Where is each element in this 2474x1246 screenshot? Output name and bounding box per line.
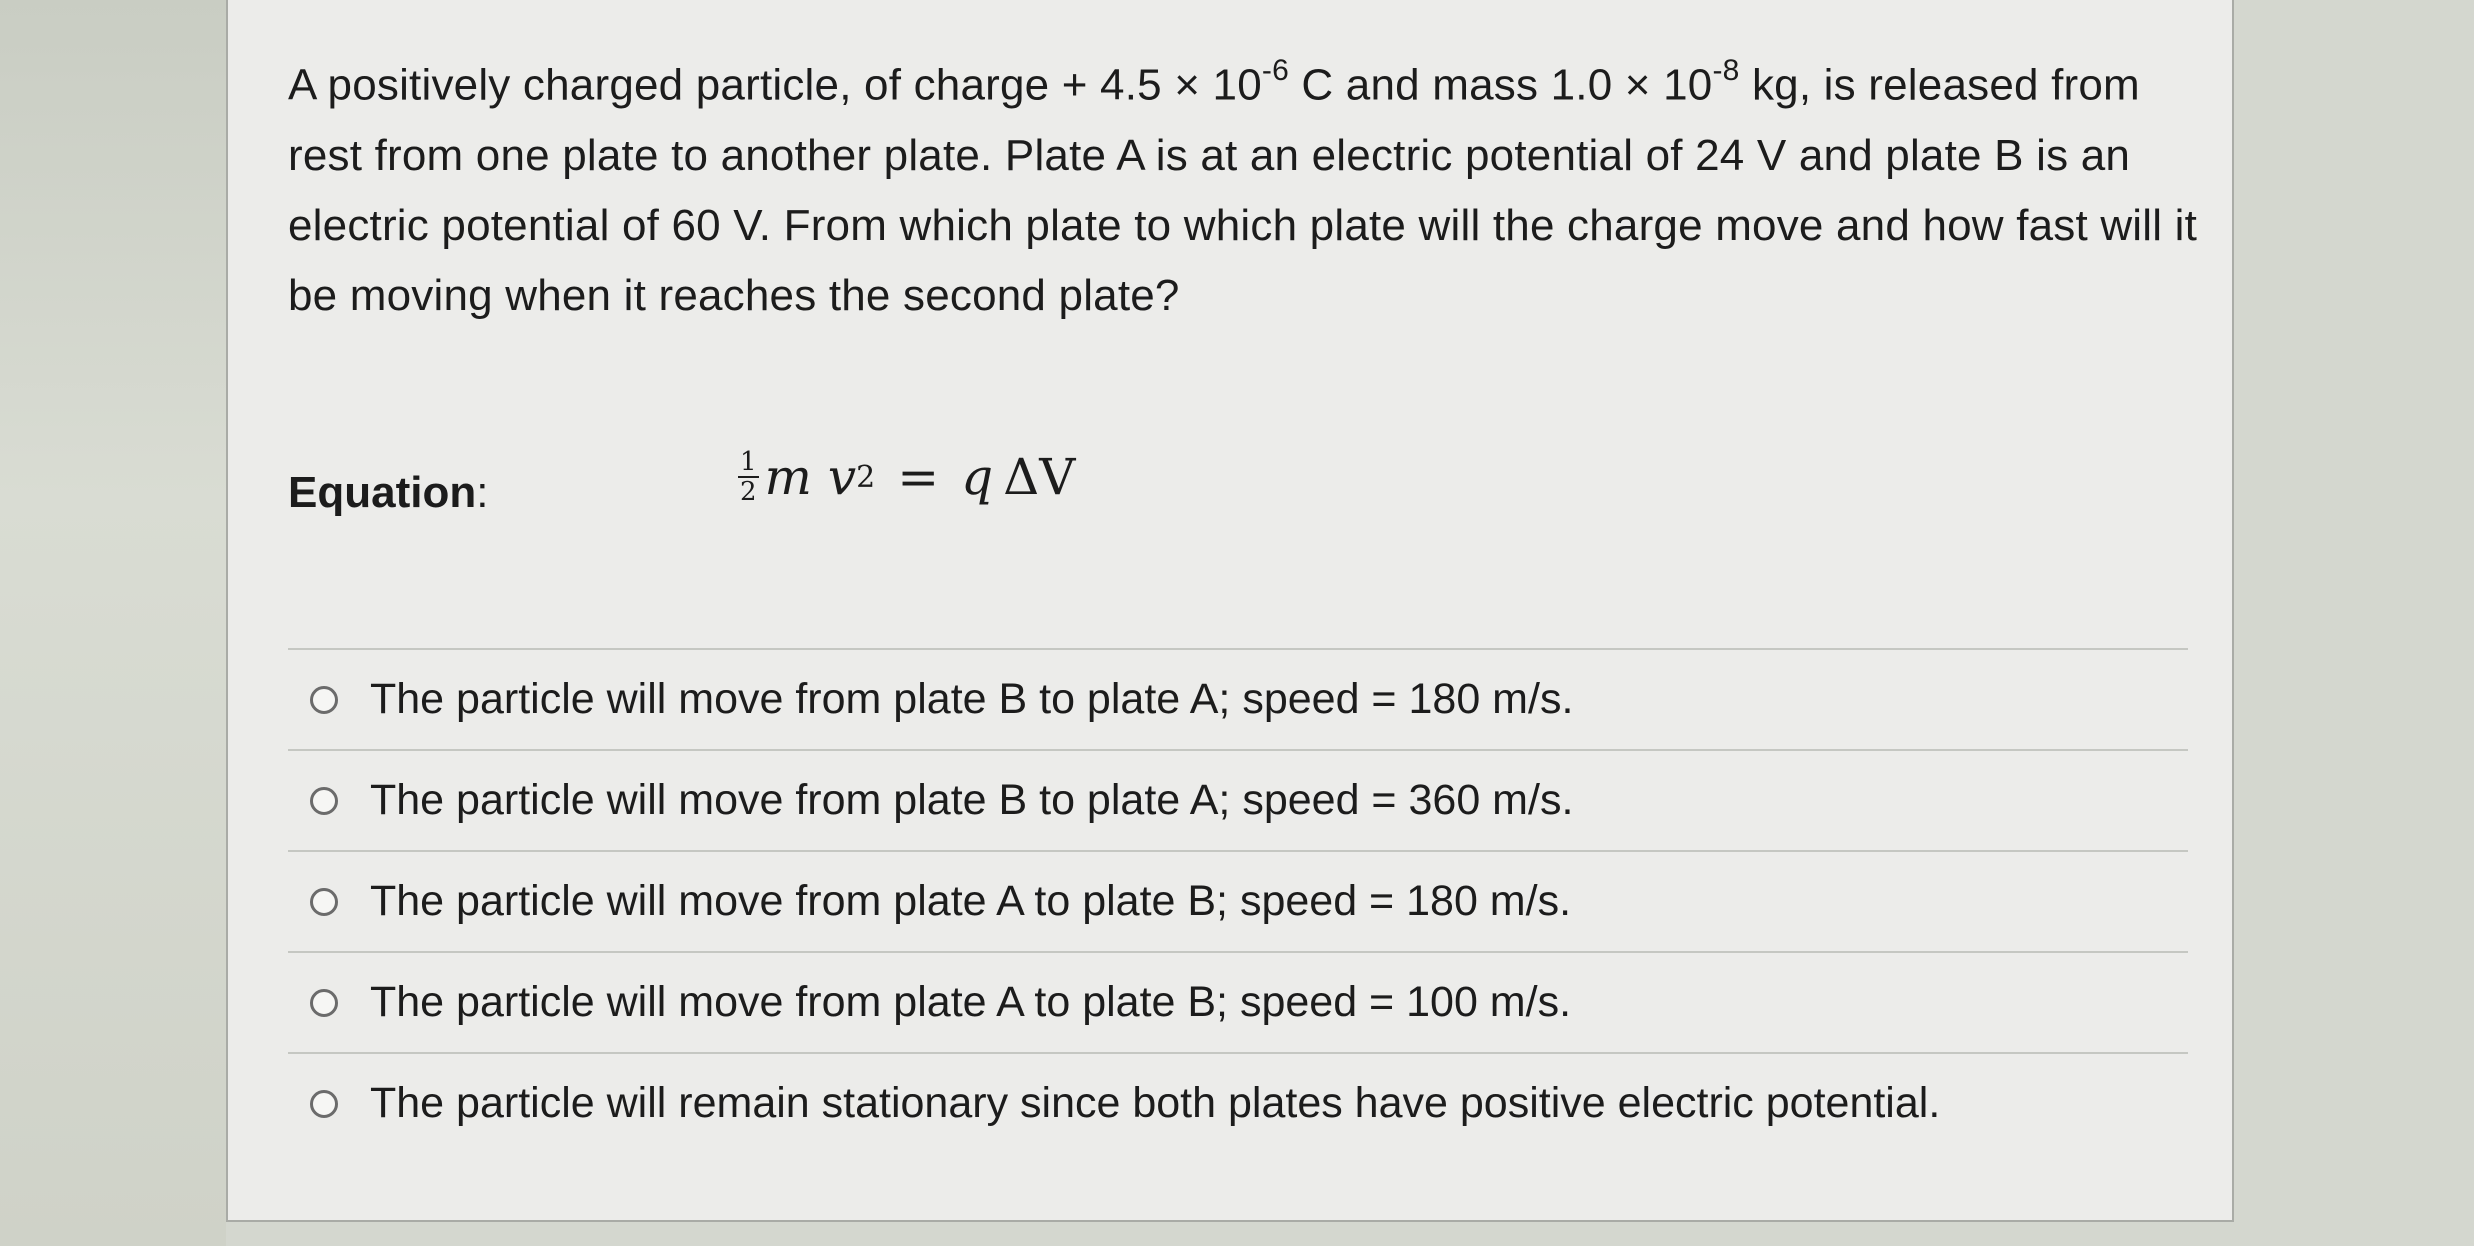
- option-label: The particle will move from plate B to plate A; speed = 180 m/s.: [370, 675, 1574, 723]
- answer-option-1[interactable]: [288, 648, 2188, 749]
- answer-options: [288, 648, 2188, 1153]
- background-strip: [0, 0, 226, 1246]
- option-label: The particle will remain stationary since both plates have positive electric potential.: [370, 1079, 1941, 1127]
- answer-option-2[interactable]: [288, 749, 2188, 850]
- radio-button[interactable]: [310, 1090, 338, 1118]
- question-card: [226, 0, 2234, 1222]
- answer-option-5[interactable]: [288, 1052, 2188, 1153]
- question-text: A positively charged particle, of charge + $4.5 \times 10^{-6}$ C and mass $1.0 \times 10^{-8}$ kg, is released from rest from one plate to another plate. Plate A is at an electric potential of 24 V and plate B is an electric potential of 60 V. From which plate to which plate will the charge move and how fast will it be moving when it reaches the second plate?: [288, 54, 2198, 320]
- equation-label: Equation:: [288, 468, 489, 517]
- answer-option-4[interactable]: [288, 951, 2188, 1052]
- fraction-one-half: $\frac{1}{2}$: [740, 447, 757, 507]
- answer-option-3[interactable]: [288, 850, 2188, 951]
- option-label: The particle will move from plate A to plate B; speed = 100 m/s.: [370, 978, 1572, 1026]
- equation-formula: $\frac{1}{2}$ m v 2 = q ΔV: [740, 447, 1076, 507]
- radio-button[interactable]: [310, 888, 338, 916]
- option-label: The particle will move from plate B to plate A; speed = 360 m/s.: [370, 776, 1574, 824]
- radio-button[interactable]: [310, 989, 338, 1017]
- option-label: The particle will move from plate A to plate B; speed = 180 m/s.: [370, 877, 1572, 925]
- radio-button[interactable]: [310, 686, 338, 714]
- radio-button[interactable]: [310, 787, 338, 815]
